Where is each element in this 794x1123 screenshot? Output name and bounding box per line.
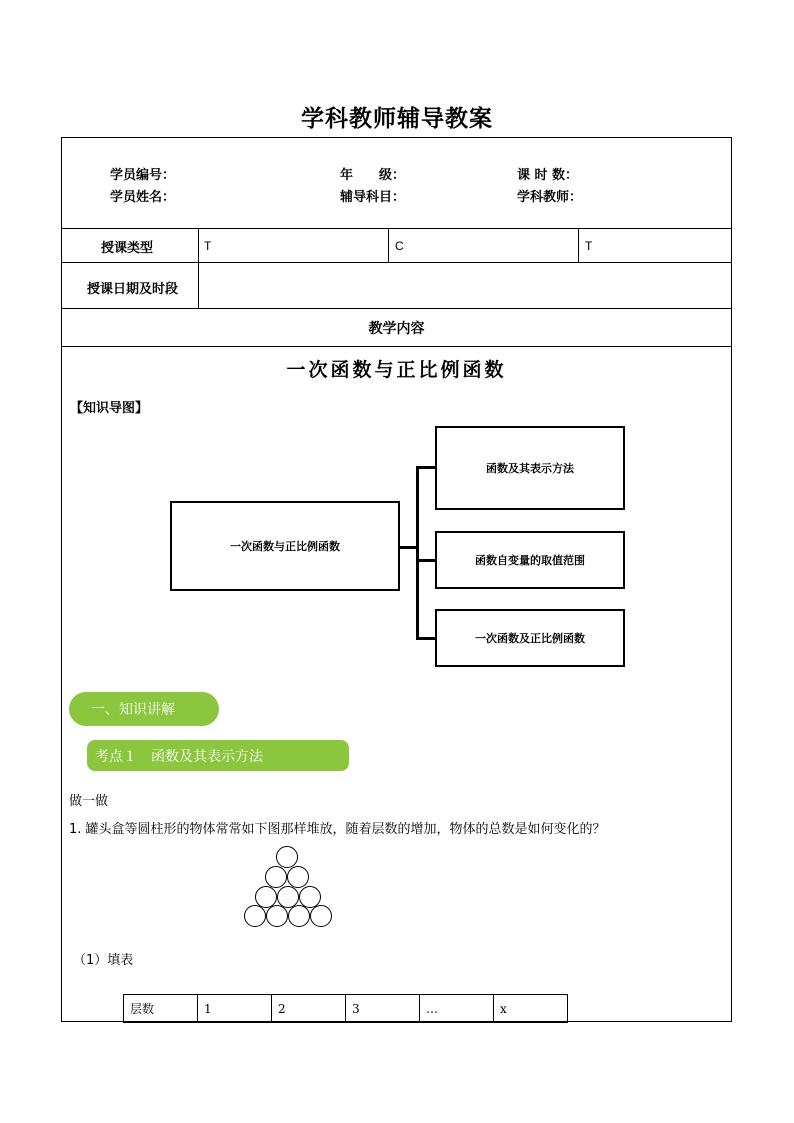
table-row (124, 995, 568, 1023)
table-cell: 3 (346, 995, 420, 1023)
can-circle (287, 866, 309, 888)
table-cell: x (494, 995, 568, 1023)
can-circle (310, 905, 332, 927)
column-divider (578, 228, 579, 262)
connector-line (400, 546, 417, 549)
exam-point-text: 考点１ 函数及其表示方法 (95, 748, 263, 765)
connector-line (416, 466, 419, 639)
connector-line (416, 637, 436, 640)
lesson-type-value: T (585, 239, 593, 253)
lesson-title: 一次函数与正比例函数 (286, 359, 507, 381)
divider (61, 262, 732, 263)
lesson-type-label: 授课类型 (101, 241, 154, 256)
can-circle (288, 905, 310, 927)
divider (61, 346, 732, 347)
grade-label: 年 级： (340, 168, 406, 183)
can-circle (266, 905, 288, 927)
section-heading-pill (69, 692, 219, 726)
connector-line (416, 466, 436, 469)
teaching-content-heading: 教学内容 (368, 321, 425, 337)
mind-map-branch (435, 531, 625, 589)
can-circle (265, 866, 287, 888)
mind-map-label: 【知识导图】 (70, 401, 149, 416)
question-1-text: 1. 罐头盒等圆柱形的物体常常如下图那样堆放，随着层数的增加，物体的总数是如何变化的？ (69, 822, 606, 837)
exam-point-pill (87, 740, 349, 771)
document-title: 学科教师辅导教案 (301, 106, 493, 132)
student-name-label: 学员姓名： (110, 190, 176, 205)
table-cell: 1 (198, 995, 272, 1023)
connector-line (416, 559, 436, 562)
mind-map-branch-text: 函数及其表示方法 (486, 462, 574, 475)
lesson-type-value: C (395, 239, 404, 253)
mind-map-root (170, 501, 400, 591)
try-it-label: 做一做 (69, 794, 109, 809)
column-divider (388, 228, 389, 262)
mind-map-branch-text: 一次函数及正比例函数 (475, 632, 585, 645)
table-cell: 2 (272, 995, 346, 1023)
table-cell: … (420, 995, 494, 1023)
can-circle (276, 846, 298, 868)
mind-map-branch (435, 609, 625, 667)
divider (61, 228, 732, 229)
fill-table-label: （1）填表 (73, 953, 134, 968)
lesson-count-label: 课 时 数： (517, 168, 579, 183)
subject-label: 辅导科目： (340, 190, 406, 205)
lesson-type-value: T (204, 239, 212, 253)
mind-map-branch (435, 426, 625, 510)
table-header-cell: 层数 (124, 995, 198, 1023)
section-heading-text: 一、知识讲解 (91, 702, 175, 718)
teacher-label: 学科教师： (517, 190, 583, 205)
date-time-label: 授课日期及时段 (87, 282, 179, 297)
mind-map-root-text: 一次函数与正比例函数 (230, 540, 340, 553)
divider (61, 308, 732, 309)
mind-map-branch-text: 函数自变量的取值范围 (475, 554, 585, 567)
student-number-label: 学员编号： (110, 168, 176, 183)
column-divider (198, 228, 199, 308)
can-circle (244, 905, 266, 927)
layer-count-table (123, 994, 568, 1023)
